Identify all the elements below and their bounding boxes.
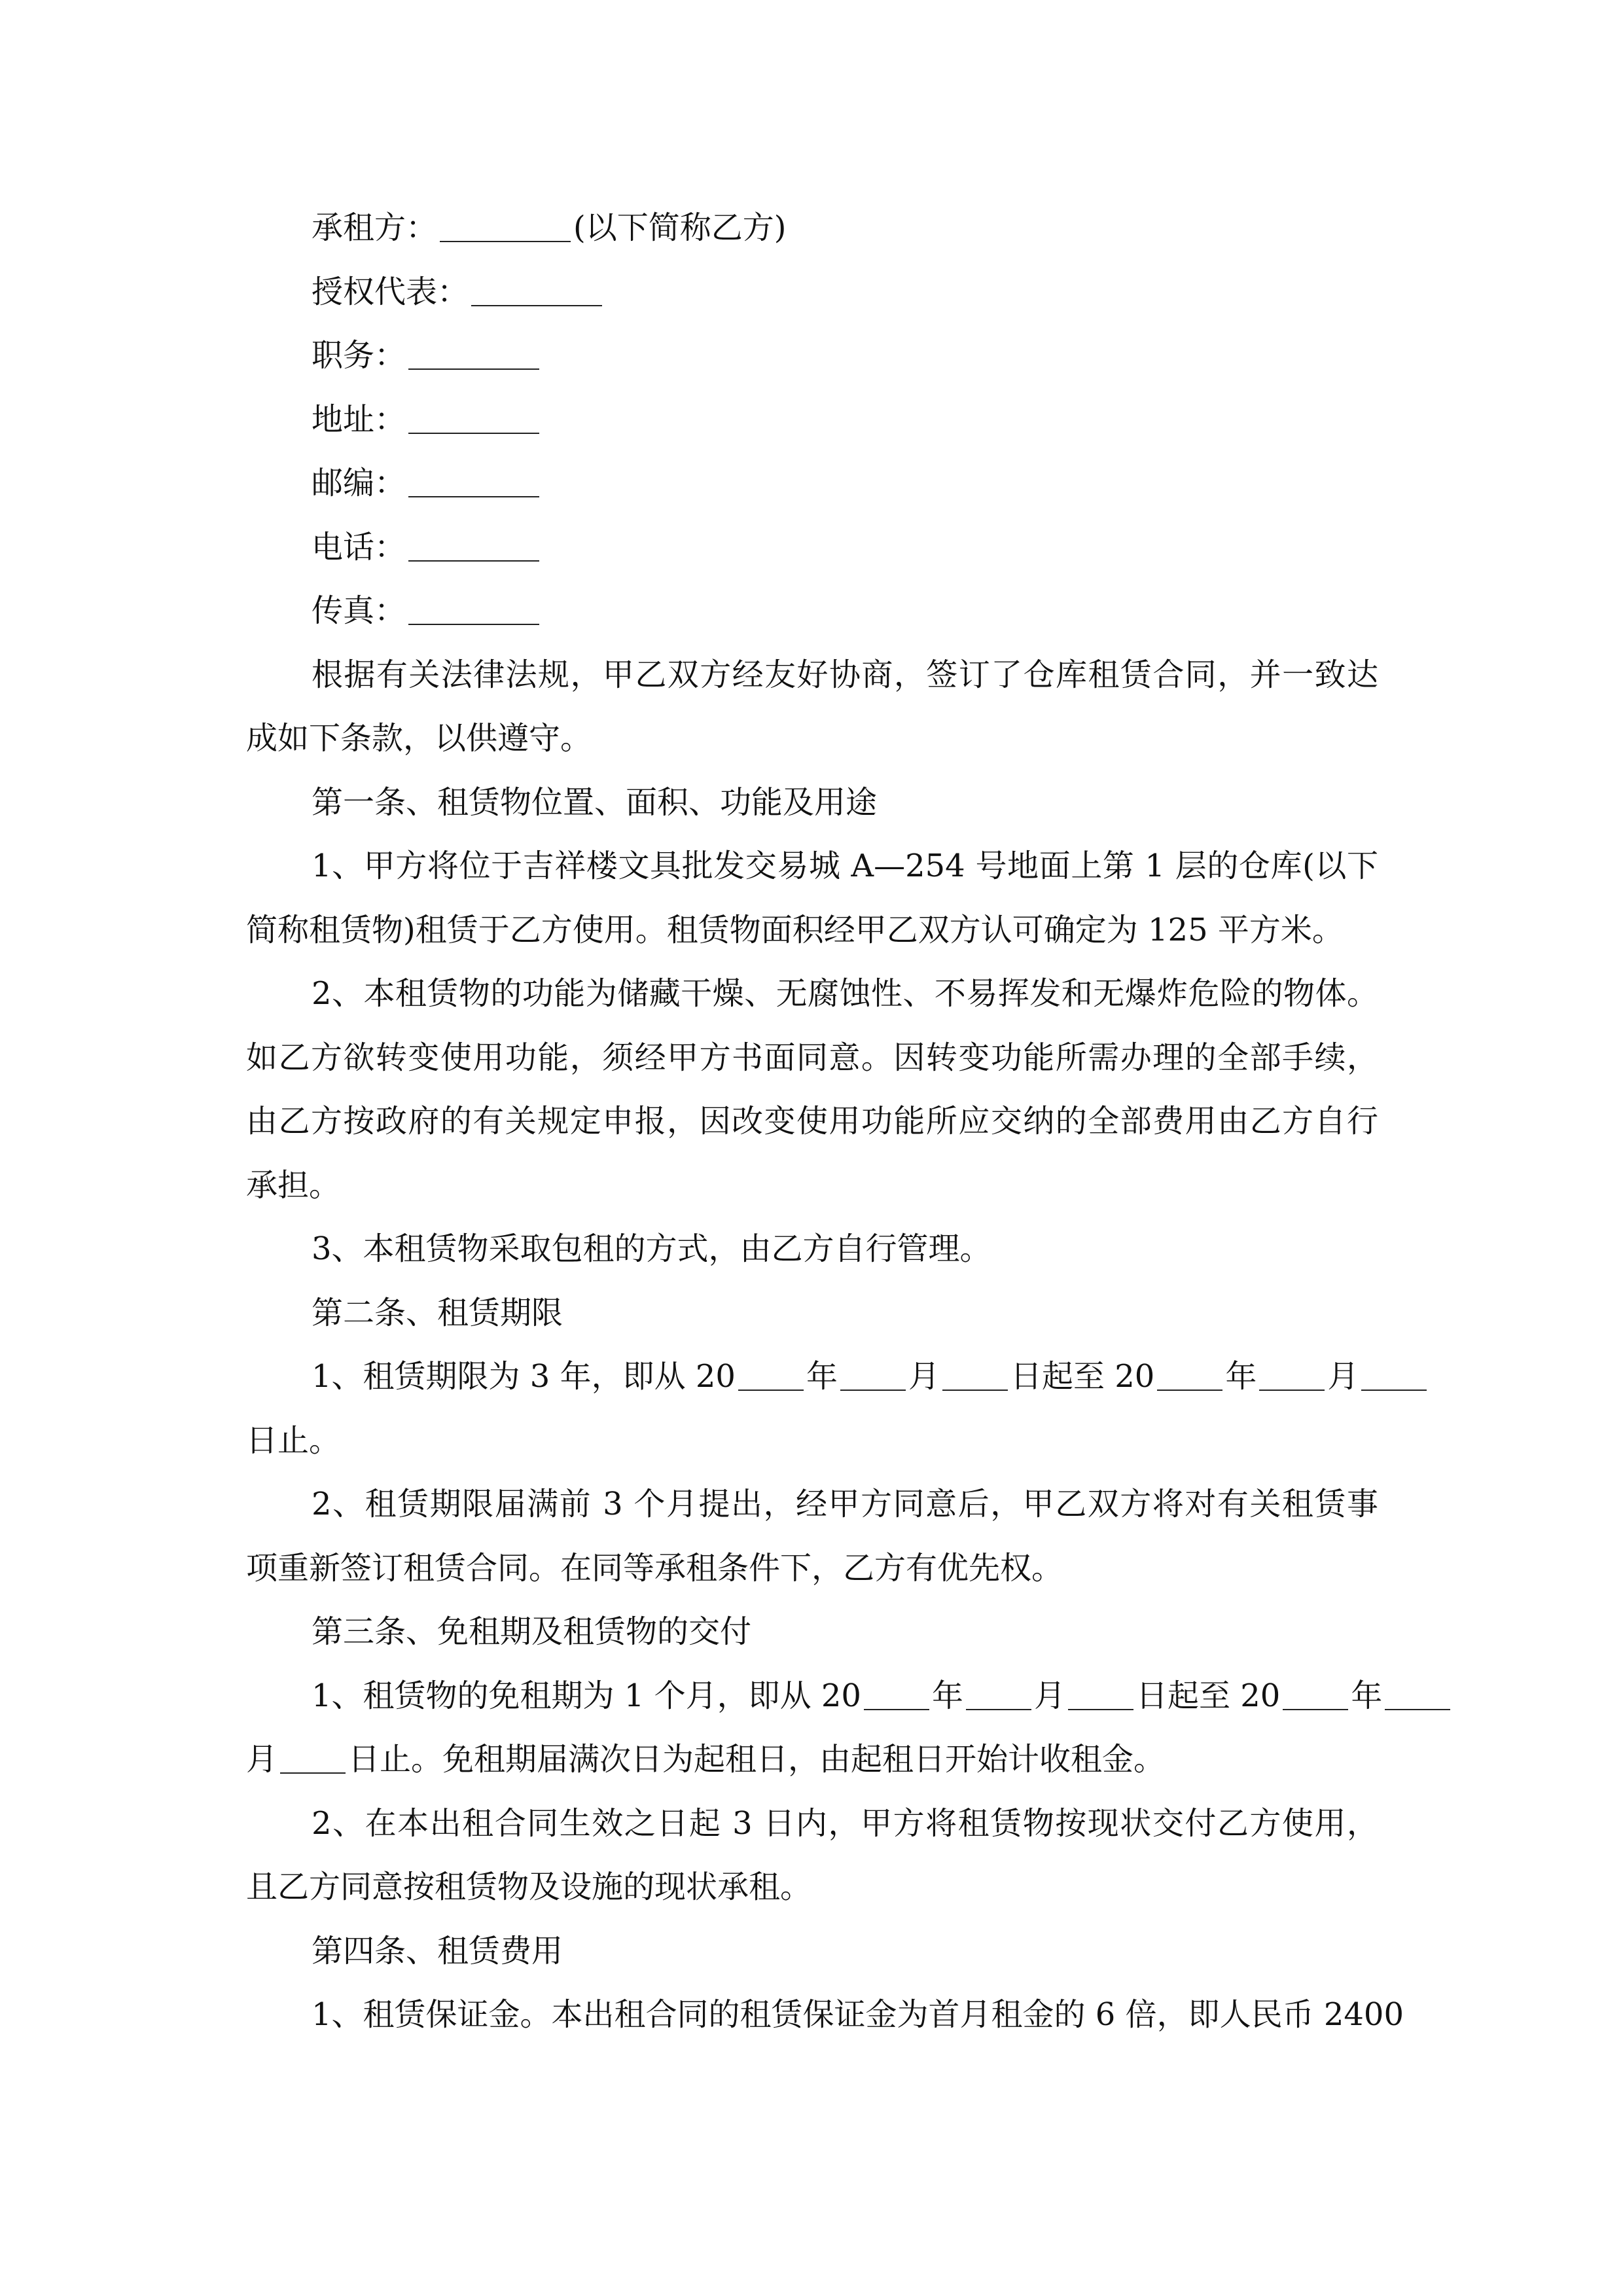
zip-blank xyxy=(408,465,539,497)
month-label-2: 月 xyxy=(1327,1358,1359,1395)
intro-line-1: 根据有关法律法规，甲乙双方经友好协商，签订了仓库租赁合同，并一致达 xyxy=(312,656,1378,693)
article-2-term-text: 1、租赁期限为 3 年，即从 20 xyxy=(312,1358,736,1395)
lessee-suffix: (以下简称乙方) xyxy=(573,209,787,246)
day-to-label: 日起至 20 xyxy=(1135,1677,1281,1714)
address-blank xyxy=(408,401,539,434)
month-label-2: 月 xyxy=(246,1741,278,1778)
article-3-clause-2-line-1: 2、在本出租合同生效之日起 3 日内，甲方将租赁物按现状交付乙方使用， xyxy=(312,1804,1378,1842)
day-to-label: 日起至 20 xyxy=(1010,1358,1155,1395)
article-3-clause-1-line-1 xyxy=(246,1664,1383,1729)
article-1-clause-1-line-1: 1、甲方将位于吉祥楼文具批发交易城 A—254 号地面上第 1 层的仓库(以下 xyxy=(312,848,1378,884)
year-label: 年 xyxy=(931,1677,963,1714)
free-start-month-blank xyxy=(966,1677,1031,1710)
article-2-heading: 第二条、租赁期限 xyxy=(312,1294,563,1331)
article-1-heading: 第一条、租赁物位置、面积、功能及用途 xyxy=(312,783,878,821)
article-3-term-text: 1、租赁物的免租期为 1 个月，即从 20 xyxy=(312,1677,861,1714)
lessee-line xyxy=(246,196,1378,260)
intro-line-2: 成如下条款，以供遵守。 xyxy=(246,720,592,757)
lessee-label: 承租方： xyxy=(312,209,438,246)
fax-line xyxy=(246,579,1378,643)
free-end-year-blank xyxy=(1283,1677,1348,1710)
free-start-year-blank xyxy=(864,1677,929,1710)
fax-blank xyxy=(408,592,539,625)
lessee-blank xyxy=(440,209,571,242)
zip-label: 邮编： xyxy=(312,465,406,501)
article-1-clause-3: 3、本租赁物采取包租的方式，由乙方自行管理。 xyxy=(312,1230,991,1267)
article-1-clause-2-line-1: 2、本租赁物的功能为储藏干燥、无腐蚀性、不易挥发和无爆炸危险的物体。 xyxy=(312,975,1378,1012)
free-end-day-blank xyxy=(280,1741,346,1774)
year-label-2: 年 xyxy=(1225,1358,1257,1395)
article-2-clause-2-line-1: 2、租赁期限届满前 3 个月提出，经甲方同意后，甲乙双方将对有关租赁事 xyxy=(312,1486,1378,1522)
month-label: 月 xyxy=(908,1358,940,1395)
article-1-clause-2-line-2: 如乙方欲转变使用功能，须经甲方书面同意。因转变功能所需办理的全部手续， xyxy=(246,1039,1378,1076)
year-label-2: 年 xyxy=(1351,1677,1383,1714)
title-line xyxy=(246,324,1378,388)
phone-line xyxy=(246,516,1378,580)
free-end-month-blank xyxy=(1385,1677,1450,1710)
article-4-clause-1-line-1: 1、租赁保证金。本出租合同的租赁保证金为首月租金的 6 倍，即人民币 2400 xyxy=(312,1996,1404,2033)
article-2-clause-1-line-1 xyxy=(246,1345,1378,1409)
end-year-blank xyxy=(1157,1358,1222,1391)
rep-label: 授权代表： xyxy=(312,273,469,310)
article-3-clause-1-end: 日止。免租期届满次日为起租日，由起租日开始计收租金。 xyxy=(348,1741,1166,1778)
phone-label: 电话： xyxy=(312,528,406,565)
rep-line xyxy=(246,260,1378,325)
start-day-blank xyxy=(942,1358,1008,1391)
phone-blank xyxy=(408,529,539,562)
article-3-heading: 第三条、免租期及租赁物的交付 xyxy=(312,1613,752,1650)
article-3-clause-1-line-2 xyxy=(246,1728,1378,1792)
fax-label: 传真： xyxy=(312,592,406,629)
title-blank xyxy=(408,337,539,370)
contract-body xyxy=(246,196,1404,2047)
title-label: 职务： xyxy=(312,337,406,374)
address-label: 地址： xyxy=(312,401,406,438)
article-1-clause-1-line-2: 简称租赁物)租赁于乙方使用。租赁物面积经甲乙双方认可确定为 125 平方米。 xyxy=(246,911,1344,948)
rep-blank xyxy=(471,274,602,306)
end-day-blank xyxy=(1361,1358,1427,1391)
address-line xyxy=(246,388,1378,452)
article-2-clause-2-line-2: 项重新签订租赁合同。在同等承租条件下，乙方有优先权。 xyxy=(246,1549,1063,1587)
zip-line xyxy=(246,452,1378,516)
end-month-blank xyxy=(1259,1358,1325,1391)
start-year-blank xyxy=(738,1358,804,1391)
article-1-clause-2-line-3: 由乙方按政府的有关规定申报，因改变使用功能所应交纳的全部费用由乙方自行 xyxy=(246,1103,1378,1139)
month-label: 月 xyxy=(1033,1677,1065,1714)
article-1-clause-2-line-4: 承担。 xyxy=(246,1166,341,1204)
year-label: 年 xyxy=(806,1358,838,1395)
start-month-blank xyxy=(840,1358,906,1391)
article-3-clause-2-line-2: 且乙方同意按租赁物及设施的现状承租。 xyxy=(246,1869,812,1905)
free-start-day-blank xyxy=(1068,1677,1133,1710)
article-2-clause-1-line-2: 日止。 xyxy=(246,1422,341,1459)
article-4-heading: 第四条、租赁费用 xyxy=(312,1932,563,1969)
